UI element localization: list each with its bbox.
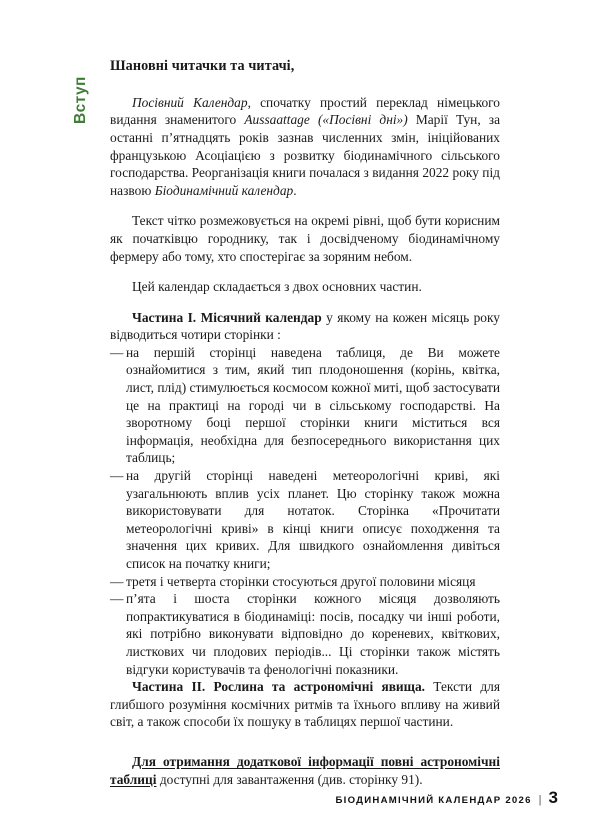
list-item-text: п’ята і шоста сторінки кожного місяця дозволяють попрактикуватися в біодинаміці: посів, посадку чи інші роботи, які потрібно виконувати відповідно до кореневих, квіткових, листкових чи плодових періодів... Ці сторінки також містять відгуки користувачів та фенологічні показники. <box>126 591 500 677</box>
footer-separator: | <box>538 794 542 806</box>
dash-bullet-icon: — <box>110 573 124 589</box>
part-two-intro-rest: Тексти для глибшого розуміння космічних ритмів та їхнього впливу на живий світ, а також способи їх пошуку в таблицях першої частини. <box>110 679 500 730</box>
closing-paragraph <box>110 753 500 788</box>
part-one-title: Частина I. Місячний календар <box>132 309 322 325</box>
list-item <box>110 573 500 591</box>
list-item-text: третя і четверта сторінки стосуються другої половини місяця <box>126 573 476 589</box>
list-item <box>110 344 500 467</box>
footer-page-number: 3 <box>548 788 558 807</box>
page-title: Шановні читачки та читачі, <box>110 58 295 74</box>
part-two-intro <box>110 678 500 731</box>
paragraph-levels: Текст чітко розмежовується на окремі рівні, щоб бути корисним як початківцю городнику, так і досвідченому біодинамічному фермеру або тому, хто спостерігає за зоряним небом. <box>110 213 500 264</box>
list-item <box>110 467 500 573</box>
list-item <box>110 590 500 678</box>
paragraph-intro <box>110 94 500 200</box>
list-item-text: на другій сторінці наведені метеорологічні криві, які узагальнюють вплив усіх планет. Цю сторінку також можна використовувати для нотаток. Сторінка «Прочитати метеорологічні криві» в кінці книги описує походження та значення цих кривих. Для швидкого ознайомлення дивіться список на початку книги; <box>126 468 500 571</box>
page-footer <box>336 788 558 808</box>
part-two-title: Частина II. Рослина та астрономічні явища. <box>132 679 425 695</box>
part-one-item-list <box>110 344 500 678</box>
dash-bullet-icon: — <box>110 591 124 607</box>
dash-bullet-icon: — <box>110 468 124 484</box>
footer-title: БІОДИНАМІЧНИЙ КАЛЕНДАР 2026 <box>335 795 532 806</box>
title-italic-posivnyi-kalendar: Посівний Календар <box>132 94 248 110</box>
paragraph-intro-part-a: , спочатку простий переклад німецького видання знаменитого <box>110 94 500 128</box>
title-italic-aussaattage: Aussaattage («Посівні дні») <box>244 112 408 128</box>
section-tab <box>72 52 98 172</box>
paragraph-intro-part-c: . <box>293 182 297 198</box>
part-one-intro <box>110 309 500 344</box>
document-content <box>110 58 500 788</box>
section-tab-label: Вступ <box>72 76 89 124</box>
closing-rest: доступні для завантаження (див. сторінку 91). <box>156 771 423 787</box>
list-item-text: на першій сторінці наведена таблиця, де Ви можете ознайомитися з тим, який тип плодоношення (корінь, квітка, лист, плід) стимулюється космосом кожної миті, щоб застосувати це на практиці на городі чи в сільському господарстві. На зворотному боці першої сторінки книги міститься вся інформація, необхідна для безпосереднього використання цих таблиць; <box>126 344 500 466</box>
closing-emphasis: Для отримання додаткової інформації повні астрономічні таблиці <box>110 753 500 787</box>
title-italic-biodynamic-calendar: Біодинамічний календар <box>154 182 294 198</box>
paragraph-two-parts: Цей календар складається з двох основних частин. <box>132 279 422 295</box>
part-one-intro-rest: у якому на кожен місяць року відводиться чотири сторінки : <box>110 309 501 343</box>
paragraph-intro-part-b: Марії Тун, за останні п’ятнадцять років зазнав численних змін, ініційованих французькою Асоціацією з розвитку біодинамічного сільського господарства. Реорганізація книги почалася з видання 2022 року під назвою <box>110 112 501 198</box>
dash-bullet-icon: — <box>110 344 124 360</box>
